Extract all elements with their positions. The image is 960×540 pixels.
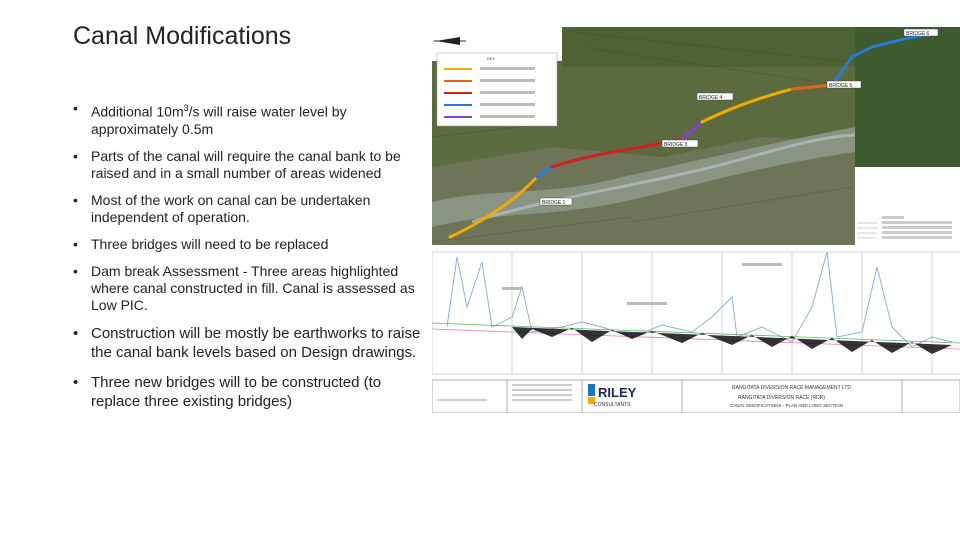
bullet-dot: •: [73, 324, 79, 342]
bullet-item: • Additional $10m^3/s$ will raise water level by approximately 0.5m: [73, 100, 347, 137]
bullet-dot: •: [73, 147, 78, 164]
bullet-dot: •: [73, 373, 79, 391]
drawing-svg: [432, 27, 960, 413]
bullet-dot: •: [73, 262, 78, 279]
bullet-item: • Dam break Assessment - Three areas highlighted where canal constructed in fill. Canal is assessed as Low PIC.: [73, 262, 415, 313]
engineering-drawing: [432, 27, 960, 413]
bridge-label: BRIDGE 6: [906, 31, 930, 37]
drawing-description: CANAL MODIFICATIONS - PLAN AND LONG SECTION: [730, 403, 844, 408]
title-block: [432, 380, 960, 413]
bullet-item: • Construction will be mostly be earthworks to raise the canal bank levels based on Design drawings.: [73, 324, 421, 361]
project-subtitle: RANGITATA DIVERSION RACE (RDR): [738, 395, 825, 401]
slide-title: Canal Modifications: [73, 22, 292, 50]
bullet-item: • Parts of the canal will require the canal bank to be raised and in a small number of areas widened: [73, 147, 401, 181]
legend-title: KEY: [487, 56, 496, 61]
project-name: RANGITATA DIVERSION RACE MANAGEMENT LTD: [732, 385, 851, 391]
bridge-label: BRIDGE 4: [699, 95, 723, 101]
bridge-label: BRIDGE 5: [829, 83, 853, 89]
company-sub: CONSULTANTS: [594, 402, 631, 408]
bullet-dot: •: [73, 235, 78, 252]
bridge-label: BRIDGE 3: [664, 142, 688, 148]
bullet-item: • Most of the work on canal can be undertaken independent of operation.: [73, 191, 371, 225]
long-section: [432, 245, 960, 380]
bullet-list: [73, 100, 429, 422]
company-name: RILEY: [598, 385, 637, 400]
bullet-dot: •: [73, 100, 78, 116]
bridge-label: BRIDGE 1: [542, 200, 566, 206]
bullet-item: • Three bridges will need to be replaced: [73, 235, 329, 252]
bullet-item: • Three new bridges will to be constructed (to replace three existing bridges): [73, 373, 382, 410]
bullet-dot: •: [73, 191, 78, 208]
